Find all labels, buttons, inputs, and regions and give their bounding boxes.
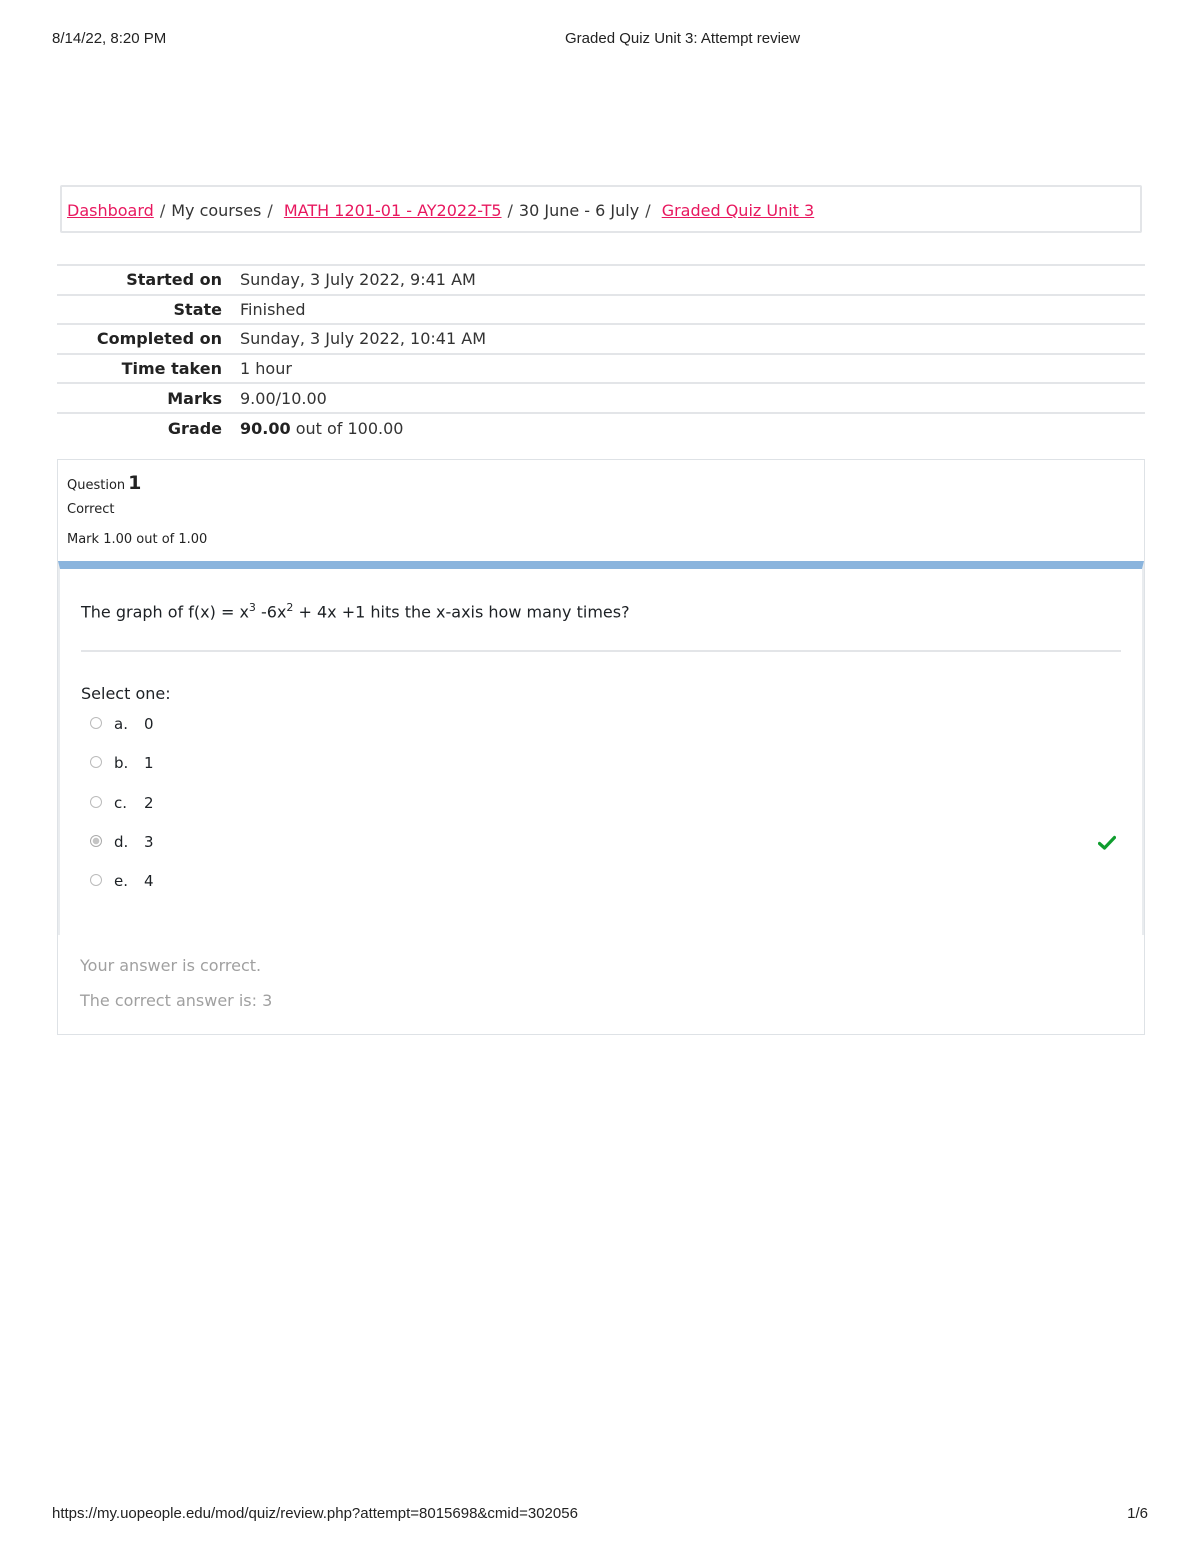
question-number-line bbox=[67, 472, 207, 498]
breadcrumb-week: 30 June - 6 July bbox=[518, 201, 640, 220]
select-one-prompt: Select one: bbox=[81, 684, 171, 703]
summary-value: Sunday, 3 July 2022, 9:41 AM bbox=[240, 265, 1145, 295]
breadcrumb-separator: / bbox=[507, 201, 513, 220]
option-value: 4 bbox=[144, 872, 154, 890]
summary-row-started bbox=[57, 265, 1145, 295]
summary-label: Time taken bbox=[57, 354, 240, 384]
breadcrumb bbox=[67, 201, 814, 220]
option-value: 0 bbox=[144, 715, 154, 733]
question-state: Correct bbox=[67, 502, 115, 517]
summary-value: Sunday, 3 July 2022, 10:41 AM bbox=[240, 324, 1145, 354]
summary-label: Marks bbox=[57, 383, 240, 413]
option-value: 2 bbox=[144, 794, 154, 812]
divider bbox=[81, 650, 1121, 652]
question-grade: Mark 1.00 out of 1.00 bbox=[67, 532, 208, 547]
print-date: 8/14/22, 8:20 PM bbox=[52, 30, 167, 47]
option-value: 1 bbox=[144, 754, 154, 772]
answer-option-d[interactable] bbox=[90, 833, 154, 857]
question-formulation bbox=[58, 561, 1144, 935]
radio-button[interactable] bbox=[90, 874, 102, 886]
right-answer-text: The correct answer is: 3 bbox=[80, 991, 273, 1010]
exponent: 3 bbox=[248, 601, 256, 614]
summary-row-time-taken bbox=[57, 354, 1145, 384]
summary-value: 9.00/10.00 bbox=[240, 383, 1145, 413]
breadcrumb-my-courses: My courses bbox=[171, 201, 262, 220]
summary-row-state bbox=[57, 295, 1145, 325]
breadcrumb-quiz-link[interactable]: Graded Quiz Unit 3 bbox=[661, 201, 815, 220]
attempt-summary-table bbox=[57, 264, 1145, 443]
summary-value bbox=[240, 413, 1145, 443]
answer-option-c[interactable] bbox=[90, 794, 154, 818]
print-footer bbox=[52, 1505, 1148, 1525]
option-letter: c. bbox=[114, 794, 128, 812]
option-letter: e. bbox=[114, 872, 128, 890]
question-text bbox=[81, 601, 630, 621]
feedback-text: Your answer is correct. bbox=[80, 956, 262, 975]
print-document-title: Graded Quiz Unit 3: Attempt review bbox=[565, 30, 801, 47]
print-page-number: 1/6 bbox=[1127, 1505, 1148, 1522]
breadcrumb-separator: / bbox=[645, 201, 651, 220]
option-letter: a. bbox=[114, 715, 128, 733]
option-value: 3 bbox=[144, 833, 154, 851]
answer-option-a[interactable] bbox=[90, 715, 154, 739]
question-card bbox=[57, 459, 1145, 1035]
summary-row-marks bbox=[57, 383, 1145, 413]
summary-label: Grade bbox=[57, 413, 240, 443]
option-letter: b. bbox=[114, 754, 129, 772]
summary-row-completed bbox=[57, 324, 1145, 354]
radio-button-selected[interactable] bbox=[90, 835, 102, 847]
question-text-part: The graph of f(x) = x bbox=[81, 602, 249, 622]
summary-label: Completed on bbox=[57, 324, 240, 354]
question-label: Question bbox=[67, 478, 126, 493]
summary-label: State bbox=[57, 295, 240, 325]
question-number: 1 bbox=[128, 472, 142, 494]
grade-score: 90.00 bbox=[240, 418, 291, 438]
option-letter: d. bbox=[114, 833, 129, 851]
breadcrumb-dashboard-link[interactable]: Dashboard bbox=[67, 201, 154, 220]
print-url: https://my.uopeople.edu/mod/quiz/review.php?attempt=8015698&cmid=302056 bbox=[52, 1505, 578, 1522]
radio-button[interactable] bbox=[90, 796, 102, 808]
breadcrumb-course-link[interactable]: MATH 1201-01 - AY2022-T5 bbox=[283, 201, 502, 220]
grade-suffix: out of 100.00 bbox=[295, 418, 404, 438]
summary-row-grade bbox=[57, 413, 1145, 443]
answer-option-b[interactable] bbox=[90, 754, 154, 778]
question-info bbox=[67, 472, 207, 547]
breadcrumb-container bbox=[60, 185, 1142, 233]
print-header bbox=[52, 30, 1148, 50]
check-icon bbox=[1098, 835, 1116, 851]
question-text-part: + 4x +1 hits the x-axis how many times? bbox=[293, 602, 630, 622]
breadcrumb-separator: / bbox=[159, 201, 166, 220]
breadcrumb-separator: / bbox=[267, 201, 273, 220]
answer-option-e[interactable] bbox=[90, 872, 154, 896]
summary-label: Started on bbox=[57, 265, 240, 295]
exponent: 2 bbox=[286, 601, 294, 614]
question-text-part: -6x bbox=[255, 602, 287, 622]
radio-button[interactable] bbox=[90, 756, 102, 768]
summary-value: Finished bbox=[240, 295, 1145, 325]
radio-button[interactable] bbox=[90, 717, 102, 729]
summary-value: 1 hour bbox=[240, 354, 1145, 384]
